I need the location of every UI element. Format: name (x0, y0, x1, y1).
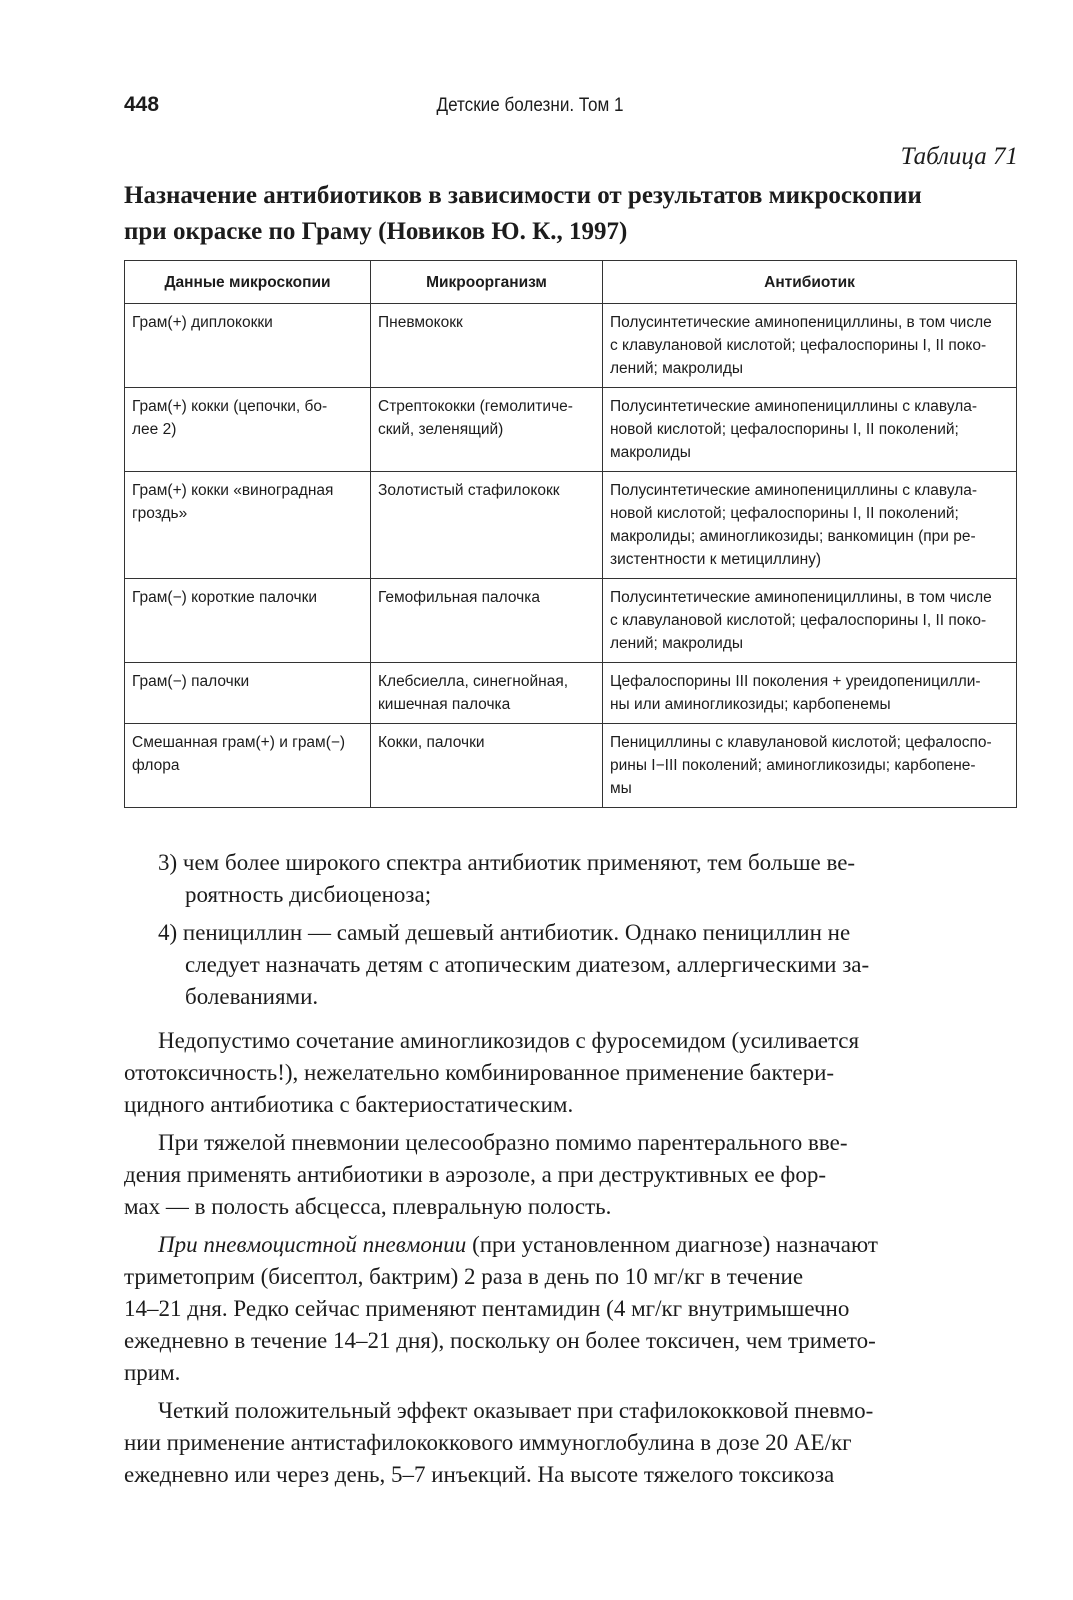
cell-line: Стрептококки (гемолитиче- (378, 398, 573, 415)
column-header-microscopy: Данные микроскопии (125, 261, 371, 304)
table-label: Таблица 71 (900, 143, 1018, 170)
list-item-line: 4) пенициллин — самый дешевый антибиотик. Однако пенициллин не (158, 920, 851, 945)
italic-lead: При пневмоцистной пневмонии (158, 1232, 467, 1257)
cell-line: Полусинтетические аминопенициллины с клавула- (610, 482, 978, 499)
table-row (125, 724, 1017, 808)
column-header-organism: Микроорганизм (371, 261, 603, 304)
cell-line: ны или аминогликозиды; карбопенемы (610, 696, 891, 713)
cell-line: гроздь» (132, 505, 188, 522)
cell-microscopy (125, 724, 371, 808)
antibiotic-table (124, 260, 1017, 808)
cell-line: кишечная палочка (378, 696, 511, 713)
cell-antibiotic (603, 472, 1017, 579)
paragraph-line: 14–21 дня. Редко сейчас применяют пентамидин (4 мг/кг внутримышечно (124, 1296, 850, 1321)
paragraph-line: цидного антибиотика с бактериостатическим. (124, 1092, 574, 1117)
table-row (125, 579, 1017, 663)
cell-organism (371, 472, 603, 579)
cell-microscopy (125, 472, 371, 579)
cell-line: новой кислотой; цефалоспорины I, II поколений; (610, 421, 959, 438)
table-row (125, 388, 1017, 472)
cell-organism (371, 663, 603, 724)
cell-organism (371, 304, 603, 388)
running-title: Детские болезни. Том 1 (436, 95, 624, 116)
cell-line: Пенициллины с клавулановой кислотой; цефалоспо- (610, 734, 992, 751)
cell-line: с клавулановой кислотой; цефалоспорины I, II поко- (610, 612, 987, 629)
cell-line: Полусинтетические аминопенициллины, в том числе (610, 314, 992, 331)
cell-line: мы (610, 780, 632, 797)
first-line-rest: (при установленном диагнозе) назначают (466, 1232, 878, 1257)
cell-antibiotic (603, 579, 1017, 663)
cell-antibiotic (603, 304, 1017, 388)
list-item (124, 917, 1020, 1013)
cell-line: Цефалоспорины III поколения + уреидопеницилли- (610, 673, 981, 690)
cell-microscopy (125, 304, 371, 388)
paragraph-line: прим. (124, 1360, 181, 1385)
list-item-line: следует назначать детям с атопическим диатезом, аллергическими за- (185, 952, 870, 977)
cell-line: макролиды (610, 444, 691, 461)
cell-line: Золотистый стафилококк (378, 482, 560, 499)
cell-line: Гемофильная палочка (378, 589, 540, 606)
paragraph-line: При тяжелой пневмонии целесообразно помимо парентерального вве- (158, 1130, 848, 1155)
list-item-line: 3) чем более широкого спектра антибиотик применяют, тем больше ве- (158, 850, 856, 875)
paragraph (124, 1229, 1020, 1389)
cell-line: Полусинтетические аминопенициллины с клавула- (610, 398, 978, 415)
paragraph (124, 1395, 1020, 1491)
cell-line: Грам(+) кокки «виноградная (132, 482, 334, 499)
cell-line: ский, зеленящий) (378, 421, 504, 438)
list-item-line: болеваниями. (185, 984, 319, 1009)
table-row (125, 304, 1017, 388)
cell-line: Грам(+) диплококки (132, 314, 273, 331)
cell-line: Грам(−) палочки (132, 673, 250, 690)
paragraph-line: ототоксичность!), нежелательно комбинированное применение бактери- (124, 1060, 835, 1085)
cell-line: Смешанная грам(+) и грам(−) (132, 734, 346, 751)
cell-line: с клавулановой кислотой; цефалоспорины I, II поко- (610, 337, 987, 354)
cell-line: рины I−III поколений; аминогликозиды; карбопене- (610, 757, 976, 774)
paragraph (124, 1127, 1020, 1223)
page-number: 448 (124, 93, 160, 116)
cell-microscopy (125, 388, 371, 472)
paragraph (124, 1025, 1020, 1121)
cell-organism (371, 388, 603, 472)
cell-line: Полусинтетические аминопенициллины, в том числе (610, 589, 992, 606)
column-header-antibiotic: Антибиотик (603, 261, 1017, 304)
list-item (124, 847, 1020, 911)
cell-antibiotic (603, 724, 1017, 808)
cell-line: Клебсиелла, синегнойная, (378, 673, 569, 690)
table-title (124, 178, 1024, 250)
cell-line: зистентности к метициллину) (610, 551, 822, 568)
table-header-row (125, 261, 1017, 304)
cell-line: Грам(+) кокки (цепочки, бо- (132, 398, 328, 415)
cell-organism (371, 724, 603, 808)
cell-microscopy (125, 663, 371, 724)
table-title-line: при окраске по Граму (Новиков Ю. К., 1997) (124, 218, 628, 245)
paragraph-line: дения применять антибиотики в аэрозоле, а при деструктивных ее фор- (124, 1162, 826, 1187)
cell-antibiotic (603, 663, 1017, 724)
paragraph-line: ежедневно или через день, 5–7 инъекций. На высоте тяжелого токсикоза (124, 1462, 835, 1487)
table-row (125, 663, 1017, 724)
cell-line: лений; макролиды (610, 635, 743, 652)
paragraph-line: Четкий положительный эффект оказывает при стафилококковой пневмо- (158, 1398, 874, 1423)
paragraph-line: нии применение антистафилококкового иммуноглобулина в дозе 20 АЕ/кг (124, 1430, 852, 1455)
cell-line: макролиды; аминогликозиды; ванкомицин (при ре- (610, 528, 976, 545)
cell-line: Пневмококк (378, 314, 463, 331)
cell-line: Кокки, палочки (378, 734, 485, 751)
list-item-line: роятность дисбиоценоза; (185, 882, 432, 907)
paragraph-line (124, 1229, 1020, 1261)
cell-line: лений; макролиды (610, 360, 743, 377)
table-row (125, 472, 1017, 579)
cell-line: новой кислотой; цефалоспорины I, II поколений; (610, 505, 959, 522)
body-text (124, 847, 1020, 1491)
cell-organism (371, 579, 603, 663)
cell-antibiotic (603, 388, 1017, 472)
table-title-line: Назначение антибиотиков в зависимости от результатов микроскопии (124, 182, 922, 209)
cell-line: Грам(−) короткие палочки (132, 589, 318, 606)
paragraph-line: ежедневно в течение 14–21 дня), поскольку он более токсичен, чем тримето- (124, 1328, 876, 1353)
paragraph-line: триметоприм (бисептол, бактрим) 2 раза в день по 10 мг/кг в течение (124, 1264, 804, 1289)
paragraph-line: мах — в полость абсцесса, плевральную полость. (124, 1194, 612, 1219)
cell-line: флора (132, 757, 180, 774)
cell-line: лее 2) (132, 421, 177, 438)
paragraph-line: Недопустимо сочетание аминогликозидов с фуросемидом (усиливается (158, 1028, 860, 1053)
cell-microscopy (125, 579, 371, 663)
